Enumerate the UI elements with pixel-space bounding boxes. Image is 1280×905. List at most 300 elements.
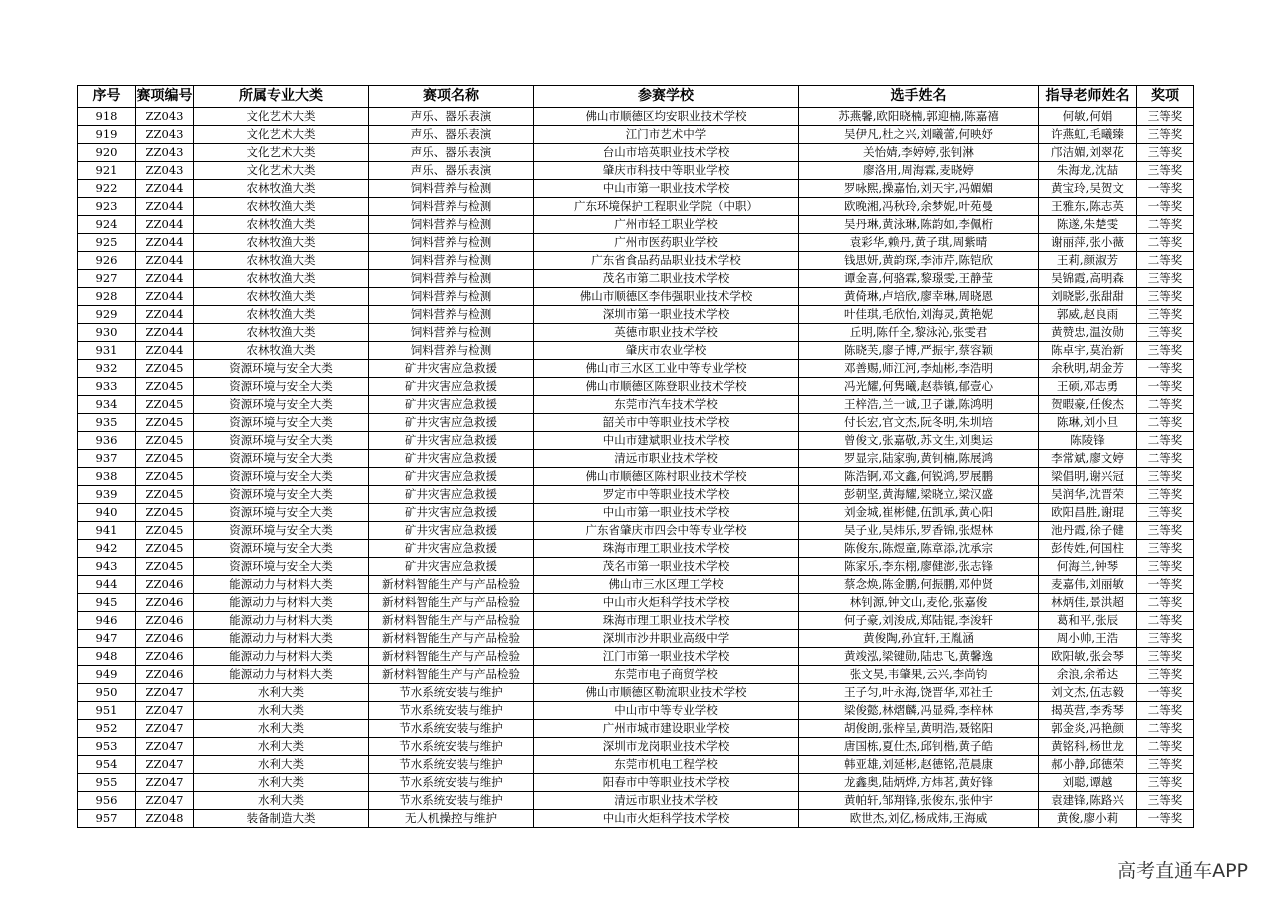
- cell-award: 二等奖: [1137, 594, 1194, 612]
- cell-award: 三等奖: [1137, 270, 1194, 288]
- cell-contestants: 林钊源,钟文山,麦伦,张嘉俊: [799, 594, 1039, 612]
- cell-school: 佛山市顺德区陈登职业技术学校: [534, 378, 799, 396]
- cell-index: 942: [78, 540, 136, 558]
- cell-event-name: 矿井灾害应急救援: [369, 432, 534, 450]
- cell-event-name: 新材料智能生产与产品检验: [369, 648, 534, 666]
- col-header-index: 序号: [78, 86, 136, 108]
- cell-school: 珠海市理工职业技术学校: [534, 612, 799, 630]
- cell-index: 944: [78, 576, 136, 594]
- cell-award: 一等奖: [1137, 684, 1194, 702]
- cell-contestants: 黄竣泓,梁键勋,陆忠飞,黄馨逸: [799, 648, 1039, 666]
- cell-event-name: 节水系统安装与维护: [369, 792, 534, 810]
- cell-contestants: 陈俊东,陈煜童,陈章添,沈承宗: [799, 540, 1039, 558]
- cell-school: 广州市轻工职业学校: [534, 216, 799, 234]
- col-header-award: 奖项: [1137, 86, 1194, 108]
- table-row: [78, 198, 1194, 216]
- cell-category: 资源环境与安全大类: [194, 450, 369, 468]
- cell-event-name: 饲料营养与检测: [369, 270, 534, 288]
- cell-teachers: 刘晓影,张甜甜: [1039, 288, 1137, 306]
- cell-event-code: ZZ046: [136, 594, 194, 612]
- cell-event-code: ZZ044: [136, 180, 194, 198]
- cell-event-code: ZZ046: [136, 612, 194, 630]
- cell-index: 921: [78, 162, 136, 180]
- cell-event-code: ZZ044: [136, 234, 194, 252]
- cell-index: 930: [78, 324, 136, 342]
- cell-contestants: 陈浩锕,邓文鑫,何锐鸿,罗展鹏: [799, 468, 1039, 486]
- cell-teachers: 揭英营,李秀琴: [1039, 702, 1137, 720]
- cell-award: 二等奖: [1137, 234, 1194, 252]
- cell-event-name: 声乐、器乐表演: [369, 162, 534, 180]
- cell-teachers: 何海兰,钟琴: [1039, 558, 1137, 576]
- cell-contestants: 曾俊文,张嘉敬,苏文生,刘奥运: [799, 432, 1039, 450]
- cell-teachers: 余浪,余希达: [1039, 666, 1137, 684]
- cell-event-name: 饲料营养与检测: [369, 180, 534, 198]
- table-row: [78, 126, 1194, 144]
- cell-index: 924: [78, 216, 136, 234]
- cell-contestants: 丘明,陈仟全,黎泳沁,张雯君: [799, 324, 1039, 342]
- cell-category: 能源动力与材料大类: [194, 594, 369, 612]
- cell-event-code: ZZ045: [136, 540, 194, 558]
- cell-event-name: 饲料营养与检测: [369, 216, 534, 234]
- table-row: [78, 774, 1194, 792]
- cell-event-name: 新材料智能生产与产品检验: [369, 576, 534, 594]
- cell-index: 932: [78, 360, 136, 378]
- cell-award: 三等奖: [1137, 666, 1194, 684]
- table-row: [78, 108, 1194, 126]
- cell-event-code: ZZ047: [136, 684, 194, 702]
- cell-index: 954: [78, 756, 136, 774]
- cell-school: 茂名市第二职业技术学校: [534, 270, 799, 288]
- cell-event-name: 节水系统安装与维护: [369, 720, 534, 738]
- cell-category: 文化艺术大类: [194, 126, 369, 144]
- cell-category: 水利大类: [194, 756, 369, 774]
- cell-school: 珠海市理工职业技术学校: [534, 540, 799, 558]
- cell-event-name: 饲料营养与检测: [369, 198, 534, 216]
- cell-teachers: 朱海龙,沈喆: [1039, 162, 1137, 180]
- table-row: [78, 234, 1194, 252]
- table-row: [78, 162, 1194, 180]
- col-header-event-code: 赛项编号: [136, 86, 194, 108]
- cell-index: 923: [78, 198, 136, 216]
- cell-award: 二等奖: [1137, 702, 1194, 720]
- cell-index: 948: [78, 648, 136, 666]
- cell-award: 三等奖: [1137, 648, 1194, 666]
- cell-event-name: 矿井灾害应急救援: [369, 504, 534, 522]
- cell-award: 一等奖: [1137, 378, 1194, 396]
- cell-index: 931: [78, 342, 136, 360]
- table-row: [78, 504, 1194, 522]
- cell-contestants: 钱思妍,黄韵琛,李沛芹,陈铠欣: [799, 252, 1039, 270]
- cell-category: 农林牧渔大类: [194, 180, 369, 198]
- cell-teachers: 郭威,赵良雨: [1039, 306, 1137, 324]
- cell-category: 水利大类: [194, 774, 369, 792]
- cell-contestants: 苏燕馨,欧阳晓楠,郭迎楠,陈嘉禧: [799, 108, 1039, 126]
- table-row: [78, 720, 1194, 738]
- cell-index: 956: [78, 792, 136, 810]
- cell-category: 农林牧渔大类: [194, 288, 369, 306]
- table-row: [78, 270, 1194, 288]
- cell-event-code: ZZ045: [136, 450, 194, 468]
- cell-index: 946: [78, 612, 136, 630]
- cell-event-code: ZZ045: [136, 558, 194, 576]
- table-row: [78, 810, 1194, 828]
- cell-teachers: 黄铭科,杨世龙: [1039, 738, 1137, 756]
- cell-event-name: 饲料营养与检测: [369, 324, 534, 342]
- cell-event-code: ZZ047: [136, 738, 194, 756]
- cell-category: 资源环境与安全大类: [194, 486, 369, 504]
- cell-category: 资源环境与安全大类: [194, 414, 369, 432]
- cell-award: 三等奖: [1137, 630, 1194, 648]
- table-row: [78, 342, 1194, 360]
- cell-school: 东莞市机电工程学校: [534, 756, 799, 774]
- cell-category: 水利大类: [194, 738, 369, 756]
- cell-contestants: 张文昊,韦肇果,云兴,李尚钧: [799, 666, 1039, 684]
- cell-contestants: 陈家乐,李东栩,廖健澎,张志锋: [799, 558, 1039, 576]
- cell-award: 一等奖: [1137, 810, 1194, 828]
- cell-index: 929: [78, 306, 136, 324]
- cell-category: 资源环境与安全大类: [194, 396, 369, 414]
- cell-contestants: 付长宏,官文杰,阮冬明,朱圳培: [799, 414, 1039, 432]
- cell-index: 936: [78, 432, 136, 450]
- header-row: [78, 86, 1194, 108]
- cell-teachers: 刘聪,谭越: [1039, 774, 1137, 792]
- cell-teachers: 陈琳,刘小旦: [1039, 414, 1137, 432]
- cell-teachers: 吴润华,沈晋荣: [1039, 486, 1137, 504]
- cell-event-name: 节水系统安装与维护: [369, 756, 534, 774]
- cell-index: 947: [78, 630, 136, 648]
- cell-event-name: 节水系统安装与维护: [369, 702, 534, 720]
- col-header-event-name: 赛项名称: [369, 86, 534, 108]
- table-row: [78, 648, 1194, 666]
- cell-contestants: 龙鑫奥,陆炳烨,方炜茗,黄好锋: [799, 774, 1039, 792]
- cell-school: 东莞市汽车技术学校: [534, 396, 799, 414]
- cell-event-name: 声乐、器乐表演: [369, 144, 534, 162]
- cell-index: 919: [78, 126, 136, 144]
- table-row: [78, 540, 1194, 558]
- cell-school: 中山市建斌职业技术学校: [534, 432, 799, 450]
- cell-contestants: 王梓浩,兰一诚,卫子谦,陈鸿明: [799, 396, 1039, 414]
- cell-event-code: ZZ045: [136, 378, 194, 396]
- cell-index: 927: [78, 270, 136, 288]
- table-row: [78, 324, 1194, 342]
- cell-teachers: 彭传姓,何国柱: [1039, 540, 1137, 558]
- cell-event-code: ZZ044: [136, 288, 194, 306]
- cell-award: 一等奖: [1137, 180, 1194, 198]
- cell-award: 三等奖: [1137, 468, 1194, 486]
- cell-event-name: 新材料智能生产与产品检验: [369, 630, 534, 648]
- table-row: [78, 594, 1194, 612]
- cell-teachers: 邝洁媚,刘翠花: [1039, 144, 1137, 162]
- cell-school: 佛山市三水区理工学校: [534, 576, 799, 594]
- cell-school: 中山市中等专业学校: [534, 702, 799, 720]
- cell-category: 文化艺术大类: [194, 162, 369, 180]
- cell-index: 918: [78, 108, 136, 126]
- table-row: [78, 558, 1194, 576]
- cell-school: 中山市第一职业技术学校: [534, 180, 799, 198]
- cell-school: 广东省肇庆市四会中等专业学校: [534, 522, 799, 540]
- cell-contestants: 叶佳琪,毛欣怡,刘海灵,黄艳妮: [799, 306, 1039, 324]
- cell-event-code: ZZ045: [136, 360, 194, 378]
- cell-school: 阳春市中等职业技术学校: [534, 774, 799, 792]
- cell-school: 佛山市顺德区陈村职业技术学校: [534, 468, 799, 486]
- cell-index: 951: [78, 702, 136, 720]
- table-row: [78, 630, 1194, 648]
- cell-index: 928: [78, 288, 136, 306]
- cell-award: 三等奖: [1137, 522, 1194, 540]
- cell-index: 941: [78, 522, 136, 540]
- cell-award: 三等奖: [1137, 756, 1194, 774]
- table-row: [78, 144, 1194, 162]
- cell-index: 920: [78, 144, 136, 162]
- cell-school: 韶关市中等职业技术学校: [534, 414, 799, 432]
- table-row: [78, 414, 1194, 432]
- table-body: [78, 108, 1194, 828]
- cell-event-code: ZZ044: [136, 198, 194, 216]
- cell-school: 广州市城市建设职业学校: [534, 720, 799, 738]
- table-row: [78, 432, 1194, 450]
- cell-award: 三等奖: [1137, 342, 1194, 360]
- cell-index: 925: [78, 234, 136, 252]
- col-header-category: 所属专业大类: [194, 86, 369, 108]
- cell-teachers: 郝小静,邱德荣: [1039, 756, 1137, 774]
- table-row: [78, 180, 1194, 198]
- cell-event-name: 节水系统安装与维护: [369, 738, 534, 756]
- cell-event-code: ZZ045: [136, 468, 194, 486]
- cell-contestants: 黄倚琳,卢培欣,廖幸琳,周晓恩: [799, 288, 1039, 306]
- cell-teachers: 贺暇豪,任俊杰: [1039, 396, 1137, 414]
- cell-contestants: 唐国栋,夏仕杰,邱钊楷,黄子皓: [799, 738, 1039, 756]
- cell-category: 水利大类: [194, 702, 369, 720]
- cell-teachers: 林炳佳,景洪超: [1039, 594, 1137, 612]
- cell-event-name: 矿井灾害应急救援: [369, 414, 534, 432]
- cell-award: 一等奖: [1137, 198, 1194, 216]
- cell-index: 926: [78, 252, 136, 270]
- cell-category: 能源动力与材料大类: [194, 666, 369, 684]
- cell-teachers: 欧阳昌胜,谢琨: [1039, 504, 1137, 522]
- cell-award: 二等奖: [1137, 450, 1194, 468]
- cell-event-name: 节水系统安装与维护: [369, 684, 534, 702]
- cell-index: 939: [78, 486, 136, 504]
- cell-award: 一等奖: [1137, 576, 1194, 594]
- cell-event-code: ZZ045: [136, 522, 194, 540]
- table-row: [78, 738, 1194, 756]
- cell-teachers: 麦嘉伟,刘丽敏: [1039, 576, 1137, 594]
- cell-award: 一等奖: [1137, 360, 1194, 378]
- cell-event-code: ZZ047: [136, 774, 194, 792]
- cell-contestants: 吴子业,吴炜乐,罗香锦,张煜林: [799, 522, 1039, 540]
- cell-category: 农林牧渔大类: [194, 270, 369, 288]
- cell-category: 农林牧渔大类: [194, 198, 369, 216]
- cell-school: 肇庆市农业学校: [534, 342, 799, 360]
- cell-event-name: 新材料智能生产与产品检验: [369, 666, 534, 684]
- cell-school: 广东环境保护工程职业学院（中职）: [534, 198, 799, 216]
- table-row: [78, 360, 1194, 378]
- cell-award: 三等奖: [1137, 486, 1194, 504]
- cell-event-code: ZZ044: [136, 252, 194, 270]
- cell-category: 农林牧渔大类: [194, 234, 369, 252]
- cell-contestants: 吴伊凡,杜之兴,刘曦蕾,何映妤: [799, 126, 1039, 144]
- cell-event-name: 矿井灾害应急救援: [369, 558, 534, 576]
- cell-school: 深圳市龙岗职业技术学校: [534, 738, 799, 756]
- cell-teachers: 余秋明,胡金芳: [1039, 360, 1137, 378]
- cell-category: 资源环境与安全大类: [194, 522, 369, 540]
- cell-award: 三等奖: [1137, 144, 1194, 162]
- cell-contestants: 罗显宗,陆家驹,黄钊楠,陈展鸿: [799, 450, 1039, 468]
- cell-award: 二等奖: [1137, 432, 1194, 450]
- cell-category: 资源环境与安全大类: [194, 540, 369, 558]
- cell-event-code: ZZ044: [136, 324, 194, 342]
- cell-teachers: 葛和平,张辰: [1039, 612, 1137, 630]
- cell-category: 资源环境与安全大类: [194, 432, 369, 450]
- table-row: [78, 288, 1194, 306]
- cell-event-code: ZZ047: [136, 792, 194, 810]
- cell-event-name: 矿井灾害应急救援: [369, 360, 534, 378]
- cell-event-name: 声乐、器乐表演: [369, 126, 534, 144]
- cell-school: 深圳市沙井职业高级中学: [534, 630, 799, 648]
- cell-event-name: 矿井灾害应急救援: [369, 450, 534, 468]
- cell-event-name: 矿井灾害应急救援: [369, 486, 534, 504]
- cell-teachers: 刘文杰,伍志毅: [1039, 684, 1137, 702]
- cell-index: 935: [78, 414, 136, 432]
- cell-school: 深圳市第一职业技术学校: [534, 306, 799, 324]
- cell-event-code: ZZ044: [136, 306, 194, 324]
- cell-contestants: 黄俊陶,孙宜轩,王胤涵: [799, 630, 1039, 648]
- cell-event-name: 饲料营养与检测: [369, 342, 534, 360]
- cell-event-name: 新材料智能生产与产品检验: [369, 612, 534, 630]
- cell-index: 955: [78, 774, 136, 792]
- cell-award: 二等奖: [1137, 216, 1194, 234]
- cell-event-code: ZZ043: [136, 126, 194, 144]
- cell-event-name: 饲料营养与检测: [369, 252, 534, 270]
- cell-index: 937: [78, 450, 136, 468]
- cell-award: 三等奖: [1137, 126, 1194, 144]
- cell-event-code: ZZ045: [136, 396, 194, 414]
- cell-teachers: 王莉,颜淑芳: [1039, 252, 1137, 270]
- cell-event-code: ZZ044: [136, 342, 194, 360]
- cell-event-code: ZZ043: [136, 144, 194, 162]
- cell-category: 资源环境与安全大类: [194, 558, 369, 576]
- cell-category: 水利大类: [194, 720, 369, 738]
- cell-award: 三等奖: [1137, 792, 1194, 810]
- cell-school: 台山市培英职业技术学校: [534, 144, 799, 162]
- cell-event-code: ZZ047: [136, 756, 194, 774]
- col-header-contestants: 选手姓名: [799, 86, 1039, 108]
- table-row: [78, 666, 1194, 684]
- cell-teachers: 郭金炎,冯艳颜: [1039, 720, 1137, 738]
- cell-event-name: 无人机操控与维护: [369, 810, 534, 828]
- cell-event-code: ZZ046: [136, 648, 194, 666]
- cell-event-name: 饲料营养与检测: [369, 306, 534, 324]
- cell-school: 佛山市顺德区勒流职业技术学校: [534, 684, 799, 702]
- cell-category: 农林牧渔大类: [194, 252, 369, 270]
- table-row: [78, 468, 1194, 486]
- watermark-text: 高考直通车APP: [1117, 860, 1248, 882]
- awards-table: [77, 85, 1194, 828]
- cell-teachers: 谢丽萍,张小薇: [1039, 234, 1137, 252]
- cell-event-code: ZZ043: [136, 108, 194, 126]
- cell-event-name: 矿井灾害应急救援: [369, 540, 534, 558]
- cell-category: 文化艺术大类: [194, 108, 369, 126]
- cell-event-name: 矿井灾害应急救援: [369, 396, 534, 414]
- col-header-school: 参赛学校: [534, 86, 799, 108]
- cell-school: 中山市火炬科学技术学校: [534, 810, 799, 828]
- cell-contestants: 黄帕轩,邹翔锋,张俊东,张仲宇: [799, 792, 1039, 810]
- cell-teachers: 陈遂,朱楚雯: [1039, 216, 1137, 234]
- table-row: [78, 756, 1194, 774]
- cell-event-name: 节水系统安装与维护: [369, 774, 534, 792]
- cell-event-code: ZZ046: [136, 666, 194, 684]
- cell-award: 二等奖: [1137, 396, 1194, 414]
- cell-teachers: 池丹霞,徐子健: [1039, 522, 1137, 540]
- cell-contestants: 廖洛用,周海霖,麦晓婷: [799, 162, 1039, 180]
- cell-event-code: ZZ043: [136, 162, 194, 180]
- cell-category: 能源动力与材料大类: [194, 630, 369, 648]
- cell-index: 940: [78, 504, 136, 522]
- cell-teachers: 何敏,何娟: [1039, 108, 1137, 126]
- cell-event-code: ZZ046: [136, 576, 194, 594]
- cell-award: 三等奖: [1137, 324, 1194, 342]
- cell-school: 江门市艺术中学: [534, 126, 799, 144]
- cell-contestants: 邓善赐,师江河,李灿彬,李浩明: [799, 360, 1039, 378]
- cell-category: 农林牧渔大类: [194, 306, 369, 324]
- cell-contestants: 罗咏熙,操嘉怡,刘天宇,冯媚媚: [799, 180, 1039, 198]
- cell-school: 东莞市电子商贸学校: [534, 666, 799, 684]
- cell-teachers: 陈陵锋: [1039, 432, 1137, 450]
- cell-teachers: 黄赞忠,温汝勋: [1039, 324, 1137, 342]
- cell-teachers: 许燕虹,毛曦臻: [1039, 126, 1137, 144]
- cell-award: 三等奖: [1137, 108, 1194, 126]
- cell-event-code: ZZ045: [136, 414, 194, 432]
- table-row: [78, 522, 1194, 540]
- cell-event-code: ZZ045: [136, 432, 194, 450]
- table-row: [78, 378, 1194, 396]
- cell-category: 资源环境与安全大类: [194, 468, 369, 486]
- cell-teachers: 王雅东,陈志英: [1039, 198, 1137, 216]
- cell-school: 清远市职业技术学校: [534, 792, 799, 810]
- cell-contestants: 谭金喜,何骆霖,黎璟雯,王静莹: [799, 270, 1039, 288]
- cell-index: 952: [78, 720, 136, 738]
- cell-event-code: ZZ046: [136, 630, 194, 648]
- cell-category: 能源动力与材料大类: [194, 576, 369, 594]
- cell-contestants: 冯光耀,何隽曦,赵恭镇,郁壹心: [799, 378, 1039, 396]
- cell-award: 二等奖: [1137, 252, 1194, 270]
- cell-contestants: 刘金城,崔彬健,伍凯承,黄心阳: [799, 504, 1039, 522]
- cell-event-name: 声乐、器乐表演: [369, 108, 534, 126]
- cell-award: 三等奖: [1137, 288, 1194, 306]
- cell-award: 三等奖: [1137, 774, 1194, 792]
- cell-index: 933: [78, 378, 136, 396]
- table-row: [78, 450, 1194, 468]
- cell-teachers: 黄宝玲,吴贺文: [1039, 180, 1137, 198]
- cell-award: 三等奖: [1137, 558, 1194, 576]
- cell-index: 945: [78, 594, 136, 612]
- cell-category: 农林牧渔大类: [194, 342, 369, 360]
- cell-event-code: ZZ048: [136, 810, 194, 828]
- cell-school: 广东省食品药品职业技术学校: [534, 252, 799, 270]
- cell-contestants: 彭朝坚,黄海耀,梁晓立,梁汉盛: [799, 486, 1039, 504]
- cell-teachers: 李常斌,廖文婷: [1039, 450, 1137, 468]
- cell-school: 清远市职业技术学校: [534, 450, 799, 468]
- cell-index: 953: [78, 738, 136, 756]
- cell-contestants: 蔡念焕,陈金鹏,何振鹏,邓仲贤: [799, 576, 1039, 594]
- cell-category: 装备制造大类: [194, 810, 369, 828]
- cell-category: 能源动力与材料大类: [194, 648, 369, 666]
- cell-category: 水利大类: [194, 684, 369, 702]
- cell-contestants: 陈晓芙,廖子博,严振宇,蔡容颖: [799, 342, 1039, 360]
- cell-school: 英德市职业技术学校: [534, 324, 799, 342]
- cell-category: 资源环境与安全大类: [194, 378, 369, 396]
- cell-event-code: ZZ044: [136, 270, 194, 288]
